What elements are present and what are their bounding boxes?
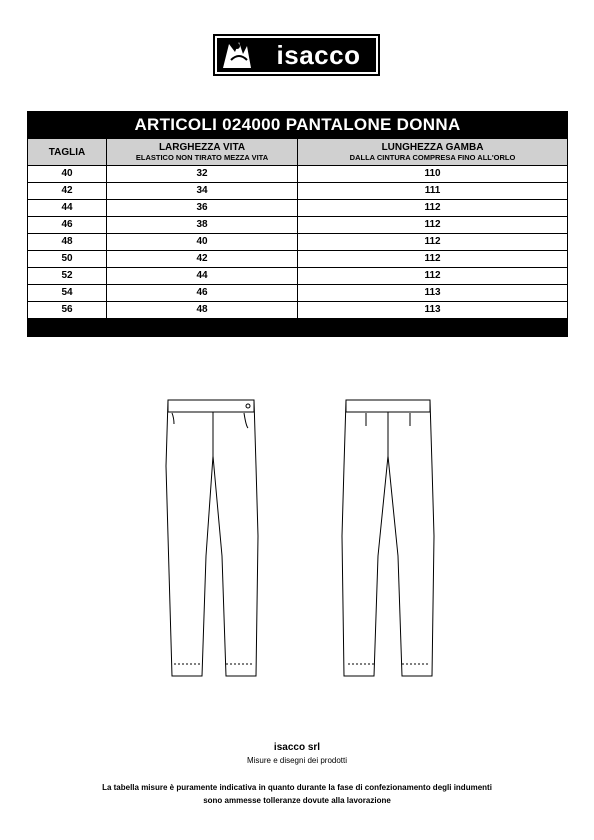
trousers-back-drawing [338, 396, 438, 686]
table-row [28, 268, 568, 285]
trousers-front-icon [162, 396, 262, 681]
cell-leg-length: 112 [298, 217, 568, 234]
cell-size: 54 [28, 285, 107, 302]
cell-size: 44 [28, 200, 107, 217]
table-row [28, 285, 568, 302]
logo-wordmark: isacco [261, 38, 376, 72]
trousers-front-drawing [162, 396, 262, 686]
cell-size: 56 [28, 302, 107, 319]
cell-leg-length: 112 [298, 200, 568, 217]
cell-waist: 34 [107, 183, 298, 200]
cell-waist: 36 [107, 200, 298, 217]
cell-size: 48 [28, 234, 107, 251]
disclaimer-line-1: La tabella misure è puramente indicativa in quanto durante la fase di confezionamento degli indumenti [102, 783, 492, 792]
table-row [28, 217, 568, 234]
cell-leg-length: 111 [298, 183, 568, 200]
header-waist: LARGHEZZA VITA ELASTICO NON TIRATO MEZZA VITA [107, 139, 298, 166]
header-size: TAGLIA [28, 139, 107, 166]
cell-waist: 42 [107, 251, 298, 268]
logo-figure-icon [217, 38, 261, 72]
cell-size: 50 [28, 251, 107, 268]
table-title-row [28, 112, 568, 139]
table-footer-row [28, 319, 568, 337]
cell-waist: 48 [107, 302, 298, 319]
table-row [28, 166, 568, 183]
table-row [28, 183, 568, 200]
brand-logo [213, 34, 380, 76]
cell-leg-length: 112 [298, 268, 568, 285]
cell-leg-length: 113 [298, 302, 568, 319]
disclaimer-line-2: sono ammesse tolleranze dovute alla lavorazione [203, 796, 391, 805]
disclaimer-note [0, 781, 594, 807]
cell-size: 46 [28, 217, 107, 234]
cell-waist: 44 [107, 268, 298, 285]
cell-leg-length: 110 [298, 166, 568, 183]
cell-leg-length: 113 [298, 285, 568, 302]
cell-leg-length: 112 [298, 234, 568, 251]
header-leg-length: LUNGHEZZA GAMBA DALLA CINTURA COMPRESA FINO ALL'ORLO [298, 139, 568, 166]
table-row [28, 251, 568, 268]
cell-size: 42 [28, 183, 107, 200]
cell-size: 40 [28, 166, 107, 183]
cell-leg-length: 112 [298, 251, 568, 268]
company-name: isacco srl [273, 742, 321, 753]
cell-waist: 38 [107, 217, 298, 234]
table-row [28, 200, 568, 217]
table-header-row [28, 139, 568, 166]
table-title: ARTICOLI 024000 PANTALONE DONNA [28, 112, 568, 139]
size-table [27, 111, 568, 337]
cell-waist: 46 [107, 285, 298, 302]
table-row [28, 302, 568, 319]
table-row [28, 234, 568, 251]
cell-waist: 32 [107, 166, 298, 183]
trousers-back-icon [338, 396, 438, 681]
footer-subtitle: Misure e disegni dei prodotti [246, 756, 348, 765]
cell-size: 52 [28, 268, 107, 285]
cell-waist: 40 [107, 234, 298, 251]
